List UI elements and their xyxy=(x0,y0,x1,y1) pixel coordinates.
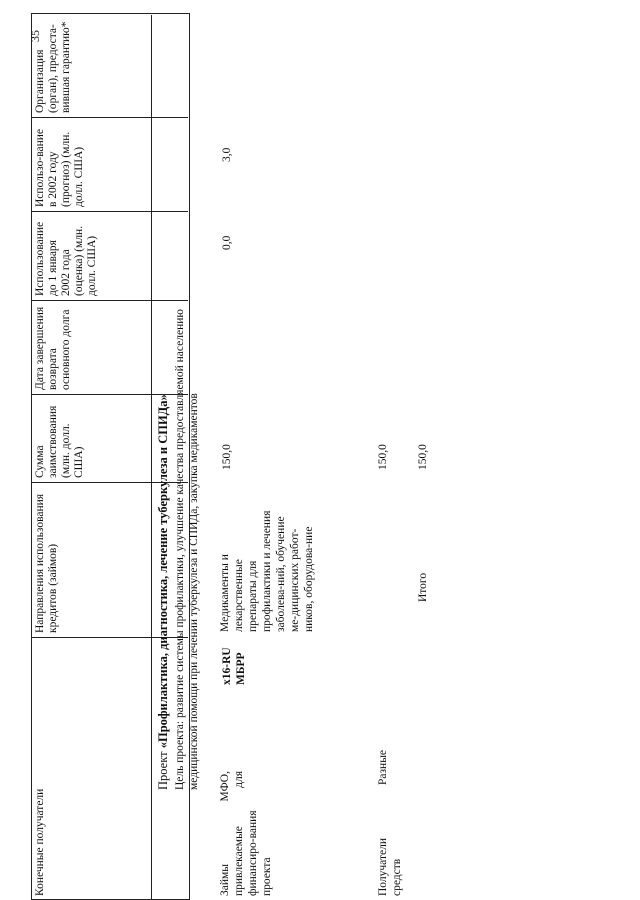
loan-amount: 150,0 xyxy=(221,444,233,470)
col-divider xyxy=(151,300,188,301)
project-title-prefix: Проект xyxy=(156,751,170,790)
page-number: 35 xyxy=(28,30,42,42)
col-divider xyxy=(151,117,188,118)
loan-direction: Медикаменты и лекарственные препараты для профилактики и лечения заболева-ний, обучение ме-дицинских работ-ников, оборудова-ние xyxy=(219,510,315,632)
project-title-name: «Профилактика, диагностика, лечение туберкулеза и СПИДа» xyxy=(156,394,170,749)
recipients-value: Разные xyxy=(377,749,389,785)
loan-code: x16-RU xyxy=(221,647,233,685)
col-header-directions: Направления использования кредитов (займов) xyxy=(31,483,151,638)
project-goal-line1: Цель проекта: развитие системы профилактики, улучшение качества предоставляемой населению xyxy=(174,309,186,790)
recipients-amount: 150,0 xyxy=(377,444,389,470)
loan-used-2002: 3,0 xyxy=(221,147,233,162)
col-header-used-before-2002: Использование до 1 января 2002 года (оценка) (млн. долл. США) xyxy=(31,212,151,301)
col-header-amount: Сумма заимствования (млн. долл. США) xyxy=(31,395,151,483)
col-divider xyxy=(151,211,188,212)
total-amount: 150,0 xyxy=(417,444,429,470)
col-header-used-2002: Использо-вание в 2002 году (прогноз) (млн. долл. США) xyxy=(31,118,151,212)
header-bottom-rule xyxy=(151,15,152,900)
col-header-guarantor: Организация (орган), предоста-вившая гарантию* xyxy=(31,15,151,118)
project-title xyxy=(156,394,170,790)
project-goal-line2: медицинской помощи при лечении туберкулеза и СПИДа, закупка медикаментов xyxy=(188,393,200,790)
total-label: Итого xyxy=(417,572,429,602)
loan-lender: МБРР xyxy=(235,652,247,685)
col-header-recipients: Конечные получатели xyxy=(34,788,46,896)
col-header-return-date: Дата завершения возврата основного долга xyxy=(31,301,151,395)
loan-used-before-2002: 0,0 xyxy=(221,235,233,250)
recipients-label: Получатели средств xyxy=(377,837,403,896)
loans-label: Займы МФО, привлекаемые для финансиро-вания проекта xyxy=(219,771,273,896)
